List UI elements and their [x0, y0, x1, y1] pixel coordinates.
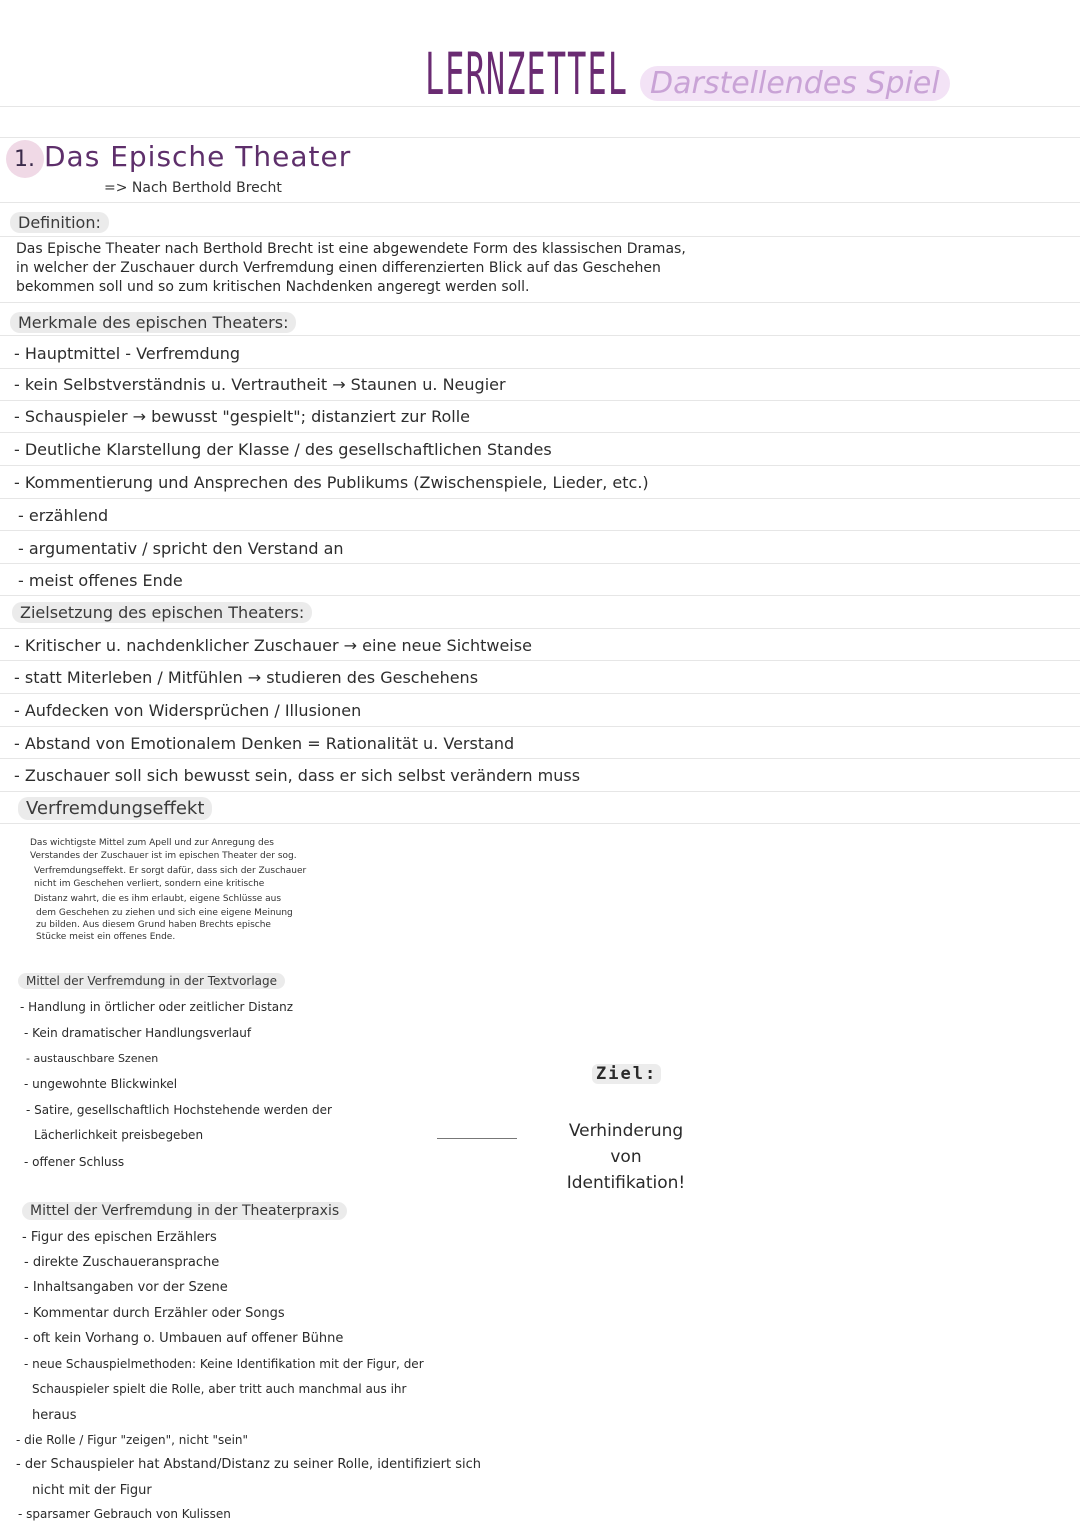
merkmale-item: - Schauspieler → bewusst "gespielt"; distanziert zur Rolle: [14, 407, 470, 426]
zielsetzung-heading: Zielsetzung des epischen Theaters:: [12, 602, 312, 623]
verfremdungseffekt-line: Verstandes der Zuschauer ist im epischen Theater der sog.: [30, 851, 297, 861]
zielsetzung-item: - statt Miterleben / Mitfühlen → studieren des Geschehens: [14, 668, 479, 687]
theaterpraxis-item: - direkte Zuschaueransprache: [24, 1255, 220, 1270]
merkmale-item: - argumentativ / spricht den Verstand an: [18, 539, 344, 558]
zielsetzung-item: - Kritischer u. nachdenklicher Zuschauer → eine neue Sichtweise: [14, 636, 532, 655]
ziel-label: Ziel:: [592, 1064, 661, 1084]
verfremdungseffekt-line: Das wichtigste Mittel zum Apell und zur Anregung des: [30, 838, 274, 848]
textvorlage-item: - Kein dramatischer Handlungsverlauf: [24, 1026, 252, 1040]
merkmale-heading: Merkmale des epischen Theaters:: [10, 312, 296, 333]
textvorlage-heading: Mittel der Verfremdung in der Textvorlage: [18, 973, 285, 989]
theaterpraxis-item: - Kommentar durch Erzähler oder Songs: [24, 1306, 285, 1321]
verfremdungseffekt-line: dem Geschehen zu ziehen und sich eine eigene Meinung: [36, 908, 293, 918]
merkmale-item: - Kommentierung und Ansprechen des Publikums (Zwischenspiele, Lieder, etc.): [14, 473, 649, 492]
theaterpraxis-heading: Mittel der Verfremdung in der Theaterpraxis: [22, 1202, 347, 1220]
merkmale-item: - meist offenes Ende: [18, 571, 183, 590]
theaterpraxis-item: - oft kein Vorhang o. Umbauen auf offener Bühne: [24, 1331, 344, 1346]
theaterpraxis-item: heraus: [32, 1408, 77, 1423]
definition-text: Das Epische Theater nach Berthold Brecht ist eine abgewendete Form des klassischen Dramas, in welcher der Zuschauer durch Verfremdung einen differenzierten Blick auf das Geschehen bekommen soll und so zum kritischen Nachdenken angeregt werden soll.: [16, 241, 686, 295]
merkmale-item: - erzählend: [18, 506, 109, 525]
theaterpraxis-item: - der Schauspieler hat Abstand/Distanz zu seiner Rolle, identifiziert sich: [16, 1457, 482, 1472]
verfremdungseffekt-line: nicht im Geschehen verliert, sondern eine kritische: [34, 879, 265, 889]
zielsetzung-item: - Aufdecken von Widersprüchen / Illusionen: [14, 701, 362, 720]
zielsetzung-item: - Abstand von Emotionalem Denken = Rationalität u. Verstand: [14, 734, 515, 753]
definition-heading: Definition:: [10, 212, 109, 233]
textvorlage-item: Lächerlichkeit preisbegeben: [34, 1128, 204, 1142]
section-number: 1.: [14, 147, 35, 172]
theaterpraxis-item: - neue Schauspielmethoden: Keine Identifikation mit der Figur, der: [24, 1357, 424, 1371]
theaterpraxis-item: - Figur des epischen Erzählers: [22, 1230, 217, 1245]
verfremdungseffekt-line: Verfremdungseffekt. Er sorgt dafür, dass sich der Zuschauer: [34, 866, 307, 876]
verfremdungseffekt-heading: Verfremdungseffekt: [18, 797, 212, 820]
merkmale-item: - Hauptmittel - Verfremdung: [14, 344, 241, 363]
verfremdungseffekt-line: Stücke meist ein offenes Ende.: [36, 932, 176, 942]
section-title: Das Epische Theater: [44, 140, 352, 173]
theaterpraxis-item: - die Rolle / Figur "zeigen", nicht "sein": [16, 1433, 249, 1447]
theaterpraxis-item: - sparsamer Gebrauch von Kulissen: [18, 1507, 231, 1521]
ziel-text: Verhinderung von Identifikation!: [566, 1121, 686, 1193]
textvorlage-item: - Handlung in örtlicher oder zeitlicher Distanz: [20, 1000, 294, 1014]
textvorlage-item: - ungewohnte Blickwinkel: [24, 1077, 178, 1091]
theaterpraxis-item: nicht mit der Figur: [32, 1483, 152, 1498]
theaterpraxis-item: - Inhaltsangaben vor der Szene: [24, 1280, 228, 1295]
merkmale-item: - Deutliche Klarstellung der Klasse / des gesellschaftlichen Standes: [14, 440, 552, 459]
theaterpraxis-item: Schauspieler spielt die Rolle, aber tritt auch manchmal aus ihr: [32, 1382, 407, 1396]
verfremdungseffekt-line: Distanz wahrt, die es ihm erlaubt, eigene Schlüsse aus: [34, 894, 282, 904]
page-title: LERNZETTEL: [425, 40, 629, 108]
textvorlage-item: - offener Schluss: [24, 1155, 125, 1169]
section-subtitle: => Nach Berthold Brecht: [104, 180, 282, 196]
textvorlage-item: - Satire, gesellschaftlich Hochstehende werden der: [26, 1103, 332, 1117]
merkmale-item: - kein Selbstverständnis u. Vertrautheit → Staunen u. Neugier: [14, 375, 506, 394]
arrow-line: [437, 1138, 517, 1139]
subject-label: Darstellendes Spiel: [640, 66, 950, 101]
textvorlage-item: - austauschbare Szenen: [26, 1052, 159, 1065]
zielsetzung-item: - Zuschauer soll sich bewusst sein, dass er sich selbst verändern muss: [14, 766, 581, 785]
verfremdungseffekt-line: zu bilden. Aus diesem Grund haben Brechts epische: [36, 920, 271, 930]
